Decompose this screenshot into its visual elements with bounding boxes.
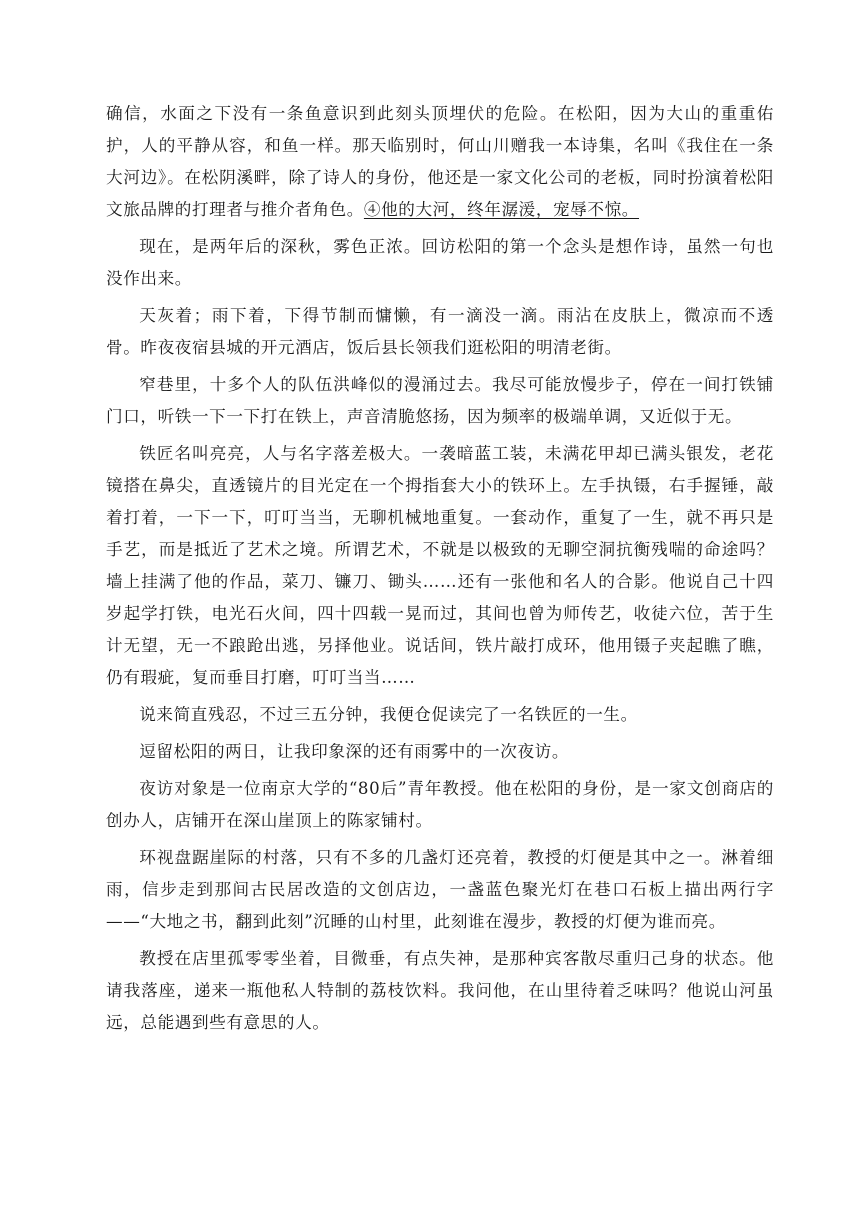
paragraph-1 [106,98,774,226]
paragraph-7: 逗留松阳的两日，让我印象深的还有雨雾中的一次夜访。 [139,742,570,761]
paragraph-5: 铁匠名叫亮亮，人与名字落差极大。一袭暗蓝工装，未满花甲却已满头银发，老花镜搭在鼻尖，直透镜片的目光定在一个拇指套大小的铁环上。左手执镊，右手握锤，敲着打着，一下一下，叮叮当当，无聊机械地重复。一套动作，重复了一生，就不再只是手艺，而是抵近了艺术之境。所谓艺术，不就是以极致的无聊空洞抗衡残喘的命途吗？墙上挂满了他的作品，菜刀、镰刀、锄头……还有一张他和名人的合影。他说自己十四岁起学打铁，电光石火间，四十四载一晃而过，其间也曾为师传艺，收徒六位，苦于生计无望，无一不踉跄出逃，另择他业。说话间，铁片敲打成环，他用镊子夹起瞧了瞧，仍有瑕疵，复而垂目打磨，叮叮当当…… [106,444,774,687]
paragraph-10: 教授在店里孤零零坐着，目微垂，有点失神，是那种宾客散尽重归己身的状态。他请我落座，递来一瓶他私人特制的荔枝饮料。我问他，在山里待着乏味吗？他说山河虽远，总能遇到些有意思的人。 [106,949,774,1032]
paragraph-4: 窄巷里，十多个人的队伍洪峰似的漫涌过去。我尽可能放慢步子，停在一间打铁铺门口，听铁一下一下打在铁上，声音清脆悠扬，因为频率的极端单调，又近似于无。 [106,375,774,426]
paragraph-3: 天灰着；雨下着，下得节制而慵懒，有一滴没一滴。雨沾在皮肤上，微凉而不透骨。昨夜夜宿县城的开元酒店，饭后县长领我们逛松阳的明清老街。 [106,306,774,357]
document-page [106,98,774,1044]
paragraph-9: 环视盘踞崖际的村落，只有不多的几盏灯还亮着，教授的灯便是其中之一。淋着细雨，信步走到那间古民居改造的文创店边，一盏蓝色聚光灯在巷口石板上描出两行字——“大地之书，翻到此刻”沉睡的山村里，此刻谁在漫步，教授的灯便为谁而亮。 [106,848,774,931]
paragraph-2: 现在，是两年后的深秋，雾色正浓。回访松阳的第一个念头是想作诗，虽然一句也没作出来。 [106,237,774,288]
paragraph-8: 夜访对象是一位南京大学的“80后”青年教授。他在松阳的身份，是一家文创商店的创办人，店铺开在深山崖顶上的陈家铺村。 [106,779,774,830]
paragraph-1-text: 确信，水面之下没有一条鱼意识到此刻头顶埋伏的危险。在松阳，因为大山的重重佑护，人的平静从容，和鱼一样。那天临别时，何山川赠我一本诗集，名叫《我住在一条大河边》。在松阴溪畔，除了诗人的身份，他还是一家文化公司的老板，同时扮演着松阳文旅品牌的打理者与推介者角色。 [106,104,774,219]
underlined-sentence-4: ④他的大河，终年潺湲，宠辱不惊。 [363,200,640,219]
paragraph-6: 说来简直残忍，不过三五分钟，我便仓促读完了一名铁匠的一生。 [139,705,638,724]
